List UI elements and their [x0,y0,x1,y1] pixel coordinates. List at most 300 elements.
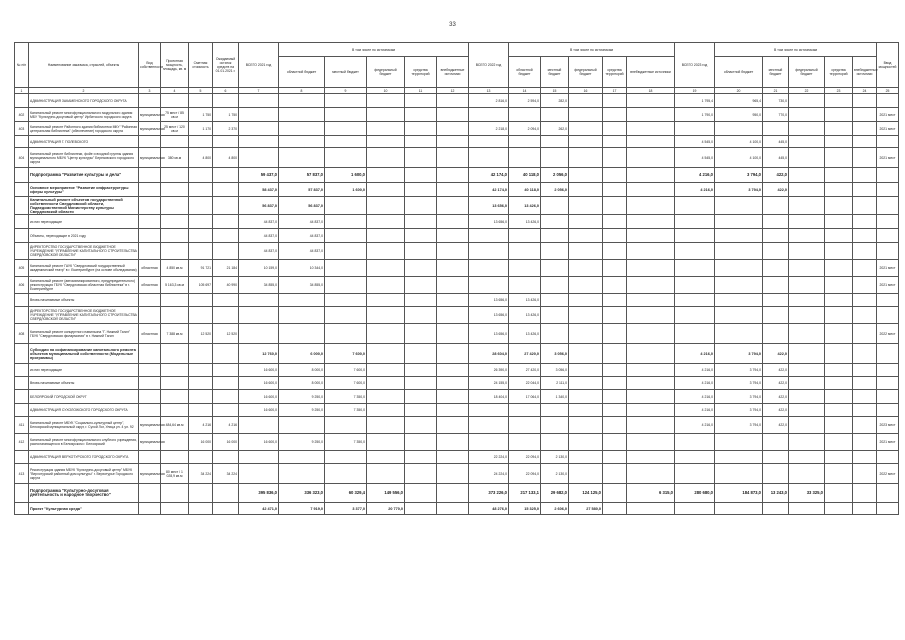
row-cell: 13 426,0 [509,197,541,215]
row-cell [853,404,877,417]
row-cell [437,464,469,484]
row-cell: 4 800 [189,148,213,168]
row-cell [325,451,367,464]
row-cell [279,307,325,324]
row-cell [161,307,189,324]
row-commissioning [877,183,899,197]
table-body [15,94,899,515]
row-cell [437,364,469,377]
row-cell: 13 426,0 [509,307,541,324]
row-cell [627,122,675,136]
row-cell: 422,0 [763,168,789,183]
row-cell: 445,0 [763,136,789,148]
row-commissioning [877,294,899,307]
row-cell [325,108,367,122]
row-cell [367,94,405,108]
row-cell: 44 837,0 [239,243,279,260]
row-cell: 149 556,0 [367,484,405,503]
row-cell [675,260,715,277]
row-cell: 8 000,0 [279,377,325,390]
row-cell [405,136,437,148]
row-cell [437,324,469,344]
row-cell [627,451,675,464]
row-commissioning: 2022 мест [877,324,899,344]
row-cell [405,108,437,122]
row-cell [437,451,469,464]
row-number: 405 [15,260,29,277]
row-cell [437,503,469,515]
row-cell [405,168,437,183]
row-cell [437,294,469,307]
row-cell: 3 794,0 [715,390,763,404]
row-cell: 57 837,0 [279,183,325,197]
row-cell [161,294,189,307]
header-src-territory: средства территорий [405,57,437,88]
row-cell [239,294,279,307]
column-number: 23 [825,88,853,94]
row-cell [139,484,161,503]
row-cell [603,260,627,277]
table-row [15,451,899,464]
row-cell [213,294,239,307]
row-commissioning [877,390,899,404]
row-cell [763,277,789,294]
row-cell [279,464,325,484]
row-cell [569,197,603,215]
row-cell: областная [139,260,161,277]
row-cell: 27 420,0 [509,364,541,377]
row-cell [825,344,853,364]
row-name: из них переходящие [29,364,139,377]
row-cell [627,324,675,344]
row-cell [325,417,367,434]
row-cell [213,484,239,503]
row-cell [325,148,367,168]
row-cell: 12 520 [189,324,213,344]
row-number [15,183,29,197]
row-cell: 1 790,0 [675,108,715,122]
row-cell [763,451,789,464]
row-cell [213,344,239,364]
header-src-federal: федеральный бюджет [569,57,603,88]
row-cell [325,197,367,215]
column-number: 1 [15,88,29,94]
row-commissioning: 2021 мест [877,122,899,136]
row-cell [405,464,437,484]
row-cell [325,307,367,324]
row-cell [763,294,789,307]
table-row [15,364,899,377]
row-cell: 6 000,0 [279,344,325,364]
row-cell: 9 250,0 [279,390,325,404]
row-name: Капитальный ремонт Районного здания библиотеки МКУ "Районная центральная библиотека" (обеспечение) городского округа [29,122,139,136]
row-cell [569,324,603,344]
row-commissioning [877,136,899,148]
row-cell [279,122,325,136]
row-cell [675,464,715,484]
header-src-local: местный бюджет [325,57,367,88]
row-cell [139,183,161,197]
row-name: Капитальный ремонт многофункционального клубного учреждения, располагающегося в Белоярском г. Белоярский [29,434,139,451]
row-cell [627,464,675,484]
row-cell: 22 094,0 [509,464,541,484]
row-cell [405,215,437,229]
row-cell [469,434,509,451]
row-name: АДМИНИСТРАЦИЯ ВЕРХОТУРСКОГО ГОРОДСКОГО ОКРУГА [29,451,139,464]
row-cell [405,197,437,215]
row-number [15,377,29,390]
row-cell: 34 224 [189,464,213,484]
table-row [15,229,899,243]
row-cell [189,307,213,324]
row-cell: 422,0 [763,417,789,434]
row-cell [279,324,325,344]
row-commissioning [877,451,899,464]
row-cell: 3 056,0 [541,344,569,364]
row-cell [763,215,789,229]
row-cell [437,215,469,229]
table-row [15,417,899,434]
row-cell [825,484,853,503]
row-cell [715,229,763,243]
column-number: 6 [213,88,239,94]
row-cell [825,108,853,122]
row-cell: 3 794,0 [715,183,763,197]
row-cell [627,404,675,417]
row-cell [239,464,279,484]
row-cell: 3 056,0 [541,364,569,377]
row-cell [541,277,569,294]
row-cell: 34 855,0 [239,277,279,294]
row-cell [853,215,877,229]
row-cell [367,294,405,307]
row-cell [213,390,239,404]
table-row [15,136,899,148]
row-cell [603,243,627,260]
row-cell [853,94,877,108]
row-cell [675,307,715,324]
table-row [15,122,899,136]
header-name: Наименование заказчика, отраслей, объекты [29,43,139,88]
header-estimate: Сметная стоимость [189,43,213,88]
row-cell [627,417,675,434]
row-cell: 13 426,0 [509,215,541,229]
row-cell [541,307,569,324]
row-cell [825,364,853,377]
row-cell: 44 837,0 [279,243,325,260]
column-number: 16 [569,88,603,94]
row-cell [569,260,603,277]
row-cell: 13 656,0 [469,197,509,215]
row-cell [853,503,877,515]
row-cell [437,229,469,243]
row-cell: 373 226,0 [469,484,509,503]
row-cell [213,183,239,197]
row-cell [189,503,213,515]
row-cell [405,484,437,503]
row-cell: муниципальная [139,417,161,434]
row-cell [569,229,603,243]
row-cell: 16 600,0 [239,377,279,390]
row-cell [325,136,367,148]
row-cell [603,108,627,122]
row-cell [825,390,853,404]
row-cell [405,229,437,243]
row-cell [189,451,213,464]
row-cell [213,168,239,183]
table-row [15,183,899,197]
row-cell [213,364,239,377]
row-cell [367,464,405,484]
row-cell: 336 323,0 [279,484,325,503]
row-cell [437,108,469,122]
row-cell [279,136,325,148]
column-number: 17 [603,88,627,94]
row-cell [825,260,853,277]
table-row [15,434,899,451]
row-cell [189,197,213,215]
header-total-2021: ВСЕГО 2021 год [239,43,279,88]
row-cell [627,390,675,404]
row-cell: 91 721 [189,260,213,277]
row-cell [627,260,675,277]
row-cell: 124 125,0 [569,484,603,503]
row-cell [367,197,405,215]
row-cell [161,503,189,515]
row-commissioning [877,503,899,515]
row-cell [189,94,213,108]
row-cell [627,197,675,215]
row-cell [853,136,877,148]
row-cell [541,404,569,417]
row-number [15,229,29,243]
row-cell: 40 118,0 [509,168,541,183]
row-cell [569,168,603,183]
column-number: 25 [877,88,899,94]
row-commissioning [877,364,899,377]
row-cell [437,122,469,136]
row-cell [367,148,405,168]
row-cell [627,364,675,377]
row-cell [541,294,569,307]
row-cell [405,122,437,136]
row-cell [509,229,541,243]
row-cell [789,364,825,377]
row-cell [437,404,469,417]
row-cell [789,434,825,451]
row-cell [603,344,627,364]
row-cell [509,108,541,122]
column-number: 7 [239,88,279,94]
row-cell: 10 159,0 [239,260,279,277]
row-cell: 3 794,0 [715,344,763,364]
row-cell: 7 600,0 [325,377,367,390]
row-cell [189,377,213,390]
row-cell [509,148,541,168]
row-cell: 4 545,0 [675,148,715,168]
row-cell: 2 130,0 [541,464,569,484]
row-cell [367,136,405,148]
table-row [15,324,899,344]
row-cell [763,229,789,243]
row-cell: 42 174,0 [469,168,509,183]
row-name: АДМИНИСТРАЦИЯ ЗАКАМЕНСКОГО ГОРОДСКОГО ОКРУГА [29,94,139,108]
row-cell [189,484,213,503]
row-commissioning [877,197,899,215]
row-commissioning [877,229,899,243]
row-cell [161,377,189,390]
row-cell [279,417,325,434]
row-cell: 770,0 [763,108,789,122]
row-cell [825,215,853,229]
header-src-territory: средства территорий [825,57,853,88]
row-cell: 1 170 [189,122,213,136]
header-src-regional: областной бюджет [509,57,541,88]
row-cell: 4 216,0 [675,404,715,417]
row-cell [569,243,603,260]
header-src-extrabudget: внебюджетные источники [627,57,675,88]
row-cell: муниципальная [139,108,161,122]
header-total-2023: ВСЕГО 2023 год [675,43,715,88]
row-number [15,168,29,183]
row-cell: 10 344,0 [279,260,325,277]
row-cell: 8 000,0 [279,364,325,377]
row-cell [825,168,853,183]
row-number [15,503,29,515]
row-cell [279,108,325,122]
row-cell: 44 837,0 [239,229,279,243]
row-cell [603,503,627,515]
row-cell [325,277,367,294]
row-cell [569,434,603,451]
row-cell [367,307,405,324]
row-cell: 1 750 [189,108,213,122]
row-cell [603,168,627,183]
row-cell [603,434,627,451]
row-name: Подпрограмма "Развитие культуры и дела" [29,168,139,183]
row-cell: 80 мест / 1 028,9 кв.м [161,464,189,484]
row-cell [367,229,405,243]
header-remainder: Ожидаемый остаток средств на 01.01.2021 г. [213,43,239,88]
row-cell [239,307,279,324]
row-cell [853,390,877,404]
row-cell: 1 600,0 [325,168,367,183]
row-commissioning: 2021 мест [877,434,899,451]
row-cell [627,434,675,451]
row-cell: 217 133,1 [509,484,541,503]
column-number: 19 [675,88,715,94]
row-cell: 7 919,0 [279,503,325,515]
row-cell [789,94,825,108]
row-cell [825,451,853,464]
row-cell [239,136,279,148]
row-cell [627,243,675,260]
row-cell [825,307,853,324]
row-cell [367,344,405,364]
row-cell: 950,0 [715,108,763,122]
row-commissioning [877,377,899,390]
column-number: 18 [627,88,675,94]
row-cell [763,434,789,451]
row-cell: 48 276,0 [469,503,509,515]
row-cell [569,417,603,434]
row-cell: 25 мест / 120 кв.м [161,122,189,136]
row-cell: муниципальная [139,434,161,451]
row-cell [675,229,715,243]
row-cell [853,277,877,294]
row-cell [825,404,853,417]
row-cell: 16 000 [213,434,239,451]
row-cell [825,136,853,148]
row-name: Субсидии на софинансирование капитального ремонта объектов муниципальной собственности (Модельные программы) [29,344,139,364]
row-cell [569,344,603,364]
row-cell: муниципальная [139,464,161,484]
row-cell: 4 216,0 [675,344,715,364]
row-cell: 422,0 [763,364,789,377]
row-cell [405,434,437,451]
row-cell [603,404,627,417]
row-cell: 3 794,0 [715,377,763,390]
header-row-top [15,43,899,57]
row-number: 404 [15,148,29,168]
row-cell [139,215,161,229]
row-cell: 27 420,0 [509,344,541,364]
row-name: АДМИНИСТРАЦИЯ Г. ПОЛЕВСКОГО [29,136,139,148]
row-cell [627,307,675,324]
row-cell [437,136,469,148]
row-cell [189,168,213,183]
row-cell [715,243,763,260]
column-number: 21 [763,88,789,94]
row-cell: 2 111,0 [541,377,569,390]
header-group-2022: В том числе по источникам [509,43,675,57]
row-cell [161,136,189,148]
row-cell [715,324,763,344]
row-cell [189,229,213,243]
row-cell: 5 163,3 кв.м [161,277,189,294]
header-src-extrabudget: внебюджетные источники [437,57,469,88]
row-cell [789,277,825,294]
row-cell: 13 656,0 [469,307,509,324]
row-cell: 4 216 [189,417,213,434]
row-commissioning [877,484,899,503]
row-commissioning: 2021 мест [877,260,899,277]
table-row [15,344,899,364]
header-src-federal: федеральный бюджет [367,57,405,88]
row-cell [715,464,763,484]
row-commissioning [877,404,899,417]
row-cell [367,404,405,417]
row-cell [367,364,405,377]
row-cell [139,307,161,324]
row-cell [715,307,763,324]
row-cell [239,417,279,434]
row-cell [603,229,627,243]
row-name: БЕЛОЯРСКИЙ ГОРОДСКОЙ ОКРУГ [29,390,139,404]
row-cell [715,197,763,215]
column-number: 22 [789,88,825,94]
row-cell: 105 697 [189,277,213,294]
row-cell [239,108,279,122]
row-cell: 3 377,0 [325,503,367,515]
row-cell [569,307,603,324]
row-cell [789,464,825,484]
row-cell [405,94,437,108]
row-cell [569,215,603,229]
row-cell [603,377,627,390]
row-cell: 17 064,0 [509,390,541,404]
row-cell: 40 118,0 [509,183,541,197]
